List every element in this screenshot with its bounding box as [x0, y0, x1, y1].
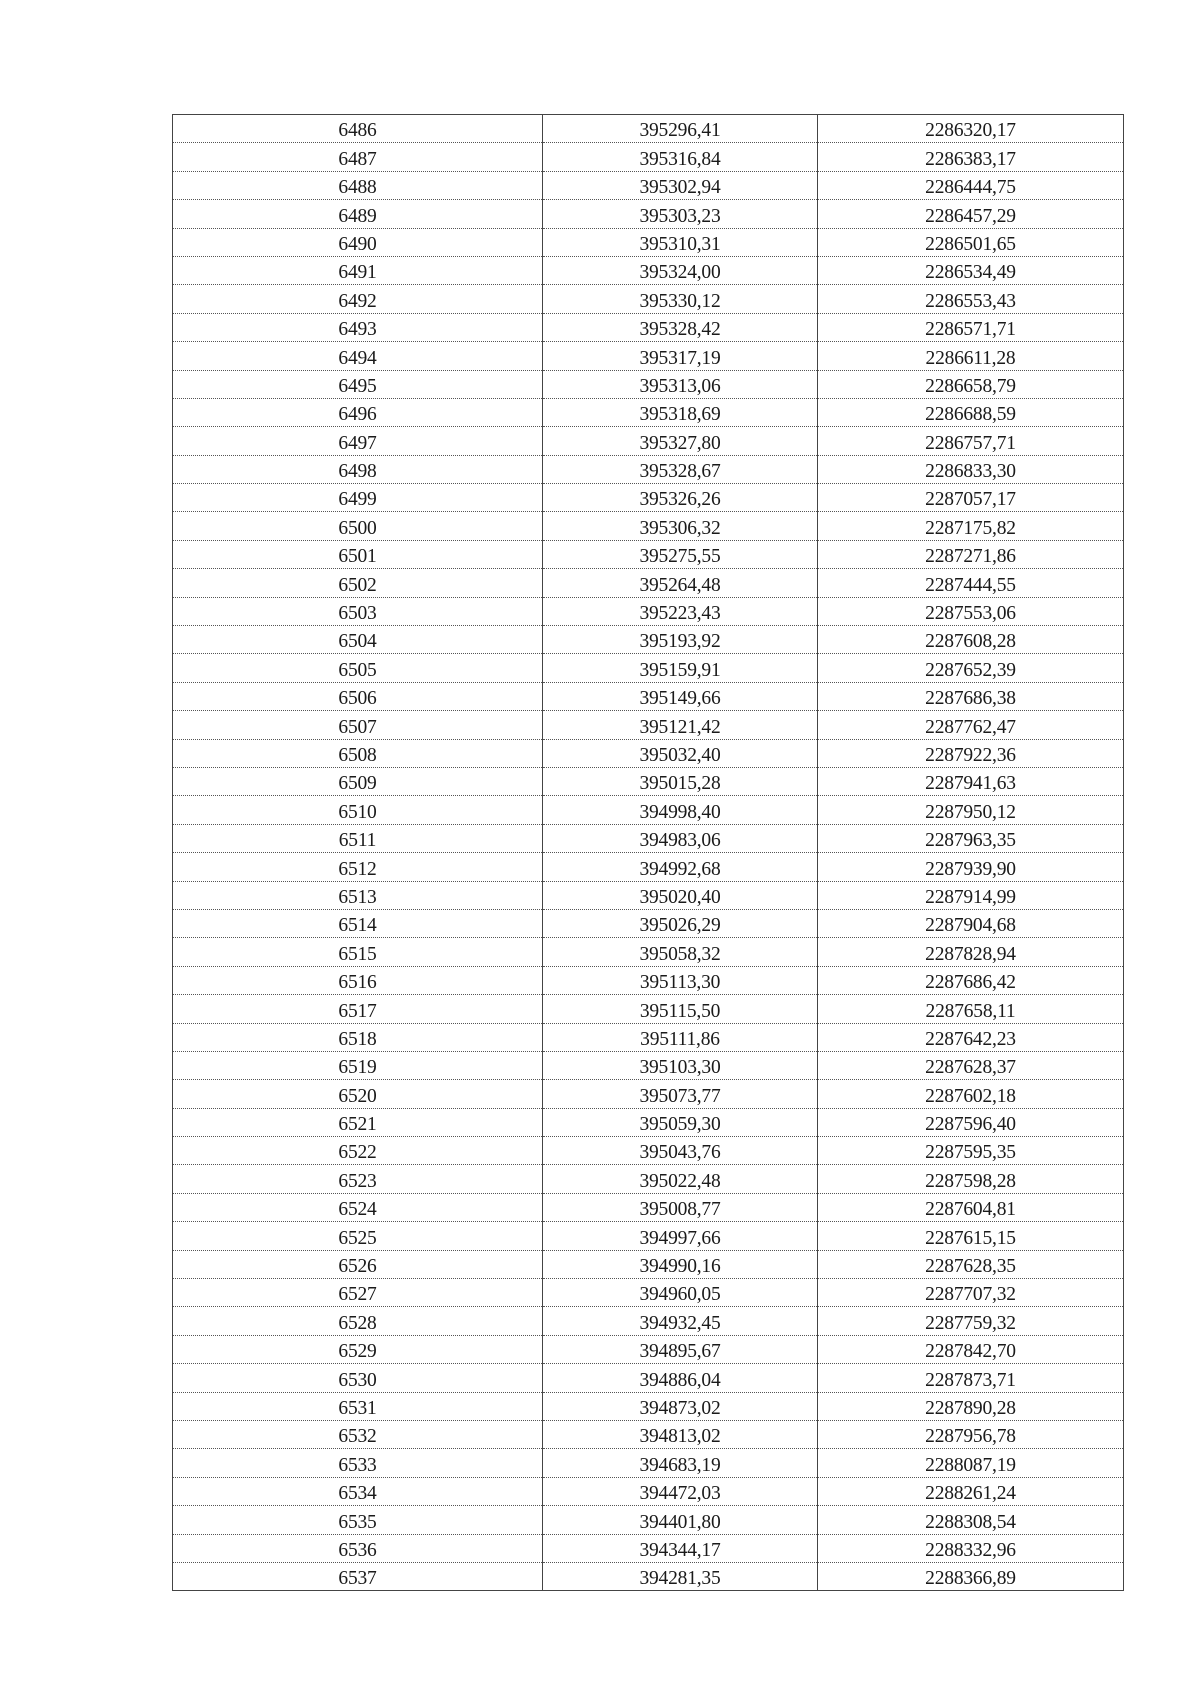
x-coordinate-cell: 395223,43	[543, 597, 818, 625]
y-coordinate-cell: 2287642,23	[818, 1023, 1124, 1051]
table-row	[173, 1506, 1124, 1534]
x-coordinate-cell: 395008,77	[543, 1193, 818, 1221]
x-coordinate-cell: 394983,06	[543, 824, 818, 852]
x-coordinate-cell: 395330,12	[543, 285, 818, 313]
x-coordinate-cell: 395159,91	[543, 654, 818, 682]
table-row	[173, 682, 1124, 710]
x-coordinate-cell: 394281,35	[543, 1562, 818, 1590]
table-row	[173, 569, 1124, 597]
table-row	[173, 1250, 1124, 1278]
table-row	[173, 597, 1124, 625]
y-coordinate-cell: 2287658,11	[818, 995, 1124, 1023]
x-coordinate-cell: 395032,40	[543, 739, 818, 767]
point-number-cell: 6522	[173, 1137, 543, 1165]
x-coordinate-cell: 395264,48	[543, 569, 818, 597]
table-row	[173, 938, 1124, 966]
y-coordinate-cell: 2287604,81	[818, 1193, 1124, 1221]
y-coordinate-cell: 2287914,99	[818, 881, 1124, 909]
table-row	[173, 1307, 1124, 1335]
point-number-cell: 6495	[173, 370, 543, 398]
point-number-cell: 6504	[173, 626, 543, 654]
table-row	[173, 1392, 1124, 1420]
point-number-cell: 6487	[173, 143, 543, 171]
x-coordinate-cell: 394344,17	[543, 1534, 818, 1562]
table-row	[173, 256, 1124, 284]
table-row	[173, 1222, 1124, 1250]
x-coordinate-cell: 395026,29	[543, 909, 818, 937]
table-row	[173, 1080, 1124, 1108]
table-row	[173, 1051, 1124, 1079]
x-coordinate-cell: 395317,19	[543, 342, 818, 370]
y-coordinate-cell: 2287890,28	[818, 1392, 1124, 1420]
point-number-cell: 6527	[173, 1279, 543, 1307]
point-number-cell: 6509	[173, 767, 543, 795]
coordinates-table-body	[173, 115, 1124, 1591]
x-coordinate-cell: 395115,50	[543, 995, 818, 1023]
x-coordinate-cell: 395020,40	[543, 881, 818, 909]
y-coordinate-cell: 2286553,43	[818, 285, 1124, 313]
y-coordinate-cell: 2286833,30	[818, 455, 1124, 483]
x-coordinate-cell: 394472,03	[543, 1477, 818, 1505]
point-number-cell: 6500	[173, 512, 543, 540]
x-coordinate-cell: 395043,76	[543, 1137, 818, 1165]
point-number-cell: 6523	[173, 1165, 543, 1193]
x-coordinate-cell: 395073,77	[543, 1080, 818, 1108]
x-coordinate-cell: 395111,86	[543, 1023, 818, 1051]
y-coordinate-cell: 2286501,65	[818, 228, 1124, 256]
point-number-cell: 6501	[173, 540, 543, 568]
point-number-cell: 6521	[173, 1108, 543, 1136]
table-row	[173, 455, 1124, 483]
y-coordinate-cell: 2287941,63	[818, 767, 1124, 795]
x-coordinate-cell: 394960,05	[543, 1279, 818, 1307]
table-row	[173, 228, 1124, 256]
table-row	[173, 1562, 1124, 1590]
y-coordinate-cell: 2287904,68	[818, 909, 1124, 937]
y-coordinate-cell: 2287628,37	[818, 1051, 1124, 1079]
table-row	[173, 484, 1124, 512]
x-coordinate-cell: 394997,66	[543, 1222, 818, 1250]
x-coordinate-cell: 395316,84	[543, 143, 818, 171]
coordinates-table	[172, 114, 1124, 1591]
point-number-cell: 6515	[173, 938, 543, 966]
point-number-cell: 6524	[173, 1193, 543, 1221]
point-number-cell: 6503	[173, 597, 543, 625]
table-row	[173, 1137, 1124, 1165]
y-coordinate-cell: 2288087,19	[818, 1449, 1124, 1477]
y-coordinate-cell: 2287608,28	[818, 626, 1124, 654]
x-coordinate-cell: 394813,02	[543, 1420, 818, 1448]
table-row	[173, 1279, 1124, 1307]
x-coordinate-cell: 394886,04	[543, 1364, 818, 1392]
y-coordinate-cell: 2287628,35	[818, 1250, 1124, 1278]
point-number-cell: 6534	[173, 1477, 543, 1505]
point-number-cell: 6533	[173, 1449, 543, 1477]
table-row	[173, 1449, 1124, 1477]
x-coordinate-cell: 395103,30	[543, 1051, 818, 1079]
table-row	[173, 427, 1124, 455]
x-coordinate-cell: 395193,92	[543, 626, 818, 654]
table-row	[173, 995, 1124, 1023]
x-coordinate-cell: 395313,06	[543, 370, 818, 398]
table-row	[173, 767, 1124, 795]
y-coordinate-cell: 2286757,71	[818, 427, 1124, 455]
point-number-cell: 6499	[173, 484, 543, 512]
table-row	[173, 540, 1124, 568]
y-coordinate-cell: 2286444,75	[818, 171, 1124, 199]
y-coordinate-cell: 2287615,15	[818, 1222, 1124, 1250]
x-coordinate-cell: 394990,16	[543, 1250, 818, 1278]
x-coordinate-cell: 394683,19	[543, 1449, 818, 1477]
point-number-cell: 6517	[173, 995, 543, 1023]
point-number-cell: 6510	[173, 796, 543, 824]
table-row	[173, 739, 1124, 767]
table-row	[173, 1420, 1124, 1448]
table-row	[173, 200, 1124, 228]
table-row	[173, 824, 1124, 852]
point-number-cell: 6498	[173, 455, 543, 483]
point-number-cell: 6520	[173, 1080, 543, 1108]
point-number-cell: 6506	[173, 682, 543, 710]
x-coordinate-cell: 395324,00	[543, 256, 818, 284]
table-row	[173, 1335, 1124, 1363]
y-coordinate-cell: 2287271,86	[818, 540, 1124, 568]
y-coordinate-cell: 2287553,06	[818, 597, 1124, 625]
point-number-cell: 6525	[173, 1222, 543, 1250]
point-number-cell: 6514	[173, 909, 543, 937]
table-row	[173, 1477, 1124, 1505]
y-coordinate-cell: 2287759,32	[818, 1307, 1124, 1335]
point-number-cell: 6513	[173, 881, 543, 909]
x-coordinate-cell: 395058,32	[543, 938, 818, 966]
y-coordinate-cell: 2287057,17	[818, 484, 1124, 512]
x-coordinate-cell: 395310,31	[543, 228, 818, 256]
table-row	[173, 966, 1124, 994]
x-coordinate-cell: 395302,94	[543, 171, 818, 199]
table-row	[173, 654, 1124, 682]
point-number-cell: 6519	[173, 1051, 543, 1079]
point-number-cell: 6537	[173, 1562, 543, 1590]
table-row	[173, 626, 1124, 654]
point-number-cell: 6526	[173, 1250, 543, 1278]
x-coordinate-cell: 394932,45	[543, 1307, 818, 1335]
table-row	[173, 1193, 1124, 1221]
x-coordinate-cell: 395296,41	[543, 115, 818, 143]
point-number-cell: 6508	[173, 739, 543, 767]
y-coordinate-cell: 2287963,35	[818, 824, 1124, 852]
x-coordinate-cell: 394401,80	[543, 1506, 818, 1534]
point-number-cell: 6511	[173, 824, 543, 852]
x-coordinate-cell: 395059,30	[543, 1108, 818, 1136]
x-coordinate-cell: 395149,66	[543, 682, 818, 710]
y-coordinate-cell: 2286320,17	[818, 115, 1124, 143]
y-coordinate-cell: 2287602,18	[818, 1080, 1124, 1108]
y-coordinate-cell: 2286688,59	[818, 398, 1124, 426]
x-coordinate-cell: 395015,28	[543, 767, 818, 795]
x-coordinate-cell: 395275,55	[543, 540, 818, 568]
y-coordinate-cell: 2286658,79	[818, 370, 1124, 398]
y-coordinate-cell: 2288308,54	[818, 1506, 1124, 1534]
y-coordinate-cell: 2287175,82	[818, 512, 1124, 540]
x-coordinate-cell: 395326,26	[543, 484, 818, 512]
y-coordinate-cell: 2286383,17	[818, 143, 1124, 171]
table-row	[173, 1534, 1124, 1562]
y-coordinate-cell: 2286457,29	[818, 200, 1124, 228]
x-coordinate-cell: 395306,32	[543, 512, 818, 540]
x-coordinate-cell: 395328,67	[543, 455, 818, 483]
table-row	[173, 1364, 1124, 1392]
y-coordinate-cell: 2288366,89	[818, 1562, 1124, 1590]
y-coordinate-cell: 2287828,94	[818, 938, 1124, 966]
table-row	[173, 143, 1124, 171]
y-coordinate-cell: 2287596,40	[818, 1108, 1124, 1136]
table-row	[173, 370, 1124, 398]
table-row	[173, 512, 1124, 540]
x-coordinate-cell: 395022,48	[543, 1165, 818, 1193]
y-coordinate-cell: 2287956,78	[818, 1420, 1124, 1448]
y-coordinate-cell: 2287707,32	[818, 1279, 1124, 1307]
x-coordinate-cell: 394895,67	[543, 1335, 818, 1363]
x-coordinate-cell: 395303,23	[543, 200, 818, 228]
point-number-cell: 6491	[173, 256, 543, 284]
y-coordinate-cell: 2286571,71	[818, 313, 1124, 341]
point-number-cell: 6494	[173, 342, 543, 370]
point-number-cell: 6496	[173, 398, 543, 426]
table-row	[173, 285, 1124, 313]
table-row	[173, 313, 1124, 341]
table-row	[173, 171, 1124, 199]
table-row	[173, 1165, 1124, 1193]
point-number-cell: 6492	[173, 285, 543, 313]
y-coordinate-cell: 2287873,71	[818, 1364, 1124, 1392]
point-number-cell: 6497	[173, 427, 543, 455]
point-number-cell: 6493	[173, 313, 543, 341]
point-number-cell: 6505	[173, 654, 543, 682]
x-coordinate-cell: 395318,69	[543, 398, 818, 426]
table-row	[173, 796, 1124, 824]
point-number-cell: 6490	[173, 228, 543, 256]
x-coordinate-cell: 394873,02	[543, 1392, 818, 1420]
y-coordinate-cell: 2287762,47	[818, 711, 1124, 739]
x-coordinate-cell: 395328,42	[543, 313, 818, 341]
y-coordinate-cell: 2287939,90	[818, 853, 1124, 881]
y-coordinate-cell: 2287686,38	[818, 682, 1124, 710]
table-row	[173, 711, 1124, 739]
point-number-cell: 6512	[173, 853, 543, 881]
y-coordinate-cell: 2287922,36	[818, 739, 1124, 767]
point-number-cell: 6528	[173, 1307, 543, 1335]
x-coordinate-cell: 394992,68	[543, 853, 818, 881]
y-coordinate-cell: 2287595,35	[818, 1137, 1124, 1165]
x-coordinate-cell: 395113,30	[543, 966, 818, 994]
table-row	[173, 881, 1124, 909]
point-number-cell: 6516	[173, 966, 543, 994]
y-coordinate-cell: 2288261,24	[818, 1477, 1124, 1505]
x-coordinate-cell: 395121,42	[543, 711, 818, 739]
table-row	[173, 909, 1124, 937]
point-number-cell: 6535	[173, 1506, 543, 1534]
table-row	[173, 1023, 1124, 1051]
y-coordinate-cell: 2288332,96	[818, 1534, 1124, 1562]
point-number-cell: 6507	[173, 711, 543, 739]
table-row	[173, 342, 1124, 370]
y-coordinate-cell: 2287842,70	[818, 1335, 1124, 1363]
point-number-cell: 6489	[173, 200, 543, 228]
point-number-cell: 6536	[173, 1534, 543, 1562]
y-coordinate-cell: 2287652,39	[818, 654, 1124, 682]
table-row	[173, 1108, 1124, 1136]
x-coordinate-cell: 394998,40	[543, 796, 818, 824]
point-number-cell: 6486	[173, 115, 543, 143]
x-coordinate-cell: 395327,80	[543, 427, 818, 455]
table-row	[173, 398, 1124, 426]
y-coordinate-cell: 2287444,55	[818, 569, 1124, 597]
point-number-cell: 6518	[173, 1023, 543, 1051]
y-coordinate-cell: 2286611,28	[818, 342, 1124, 370]
point-number-cell: 6502	[173, 569, 543, 597]
point-number-cell: 6531	[173, 1392, 543, 1420]
point-number-cell: 6488	[173, 171, 543, 199]
point-number-cell: 6532	[173, 1420, 543, 1448]
point-number-cell: 6529	[173, 1335, 543, 1363]
y-coordinate-cell: 2287686,42	[818, 966, 1124, 994]
point-number-cell: 6530	[173, 1364, 543, 1392]
table-row	[173, 853, 1124, 881]
table-row	[173, 115, 1124, 143]
y-coordinate-cell: 2286534,49	[818, 256, 1124, 284]
y-coordinate-cell: 2287598,28	[818, 1165, 1124, 1193]
y-coordinate-cell: 2287950,12	[818, 796, 1124, 824]
